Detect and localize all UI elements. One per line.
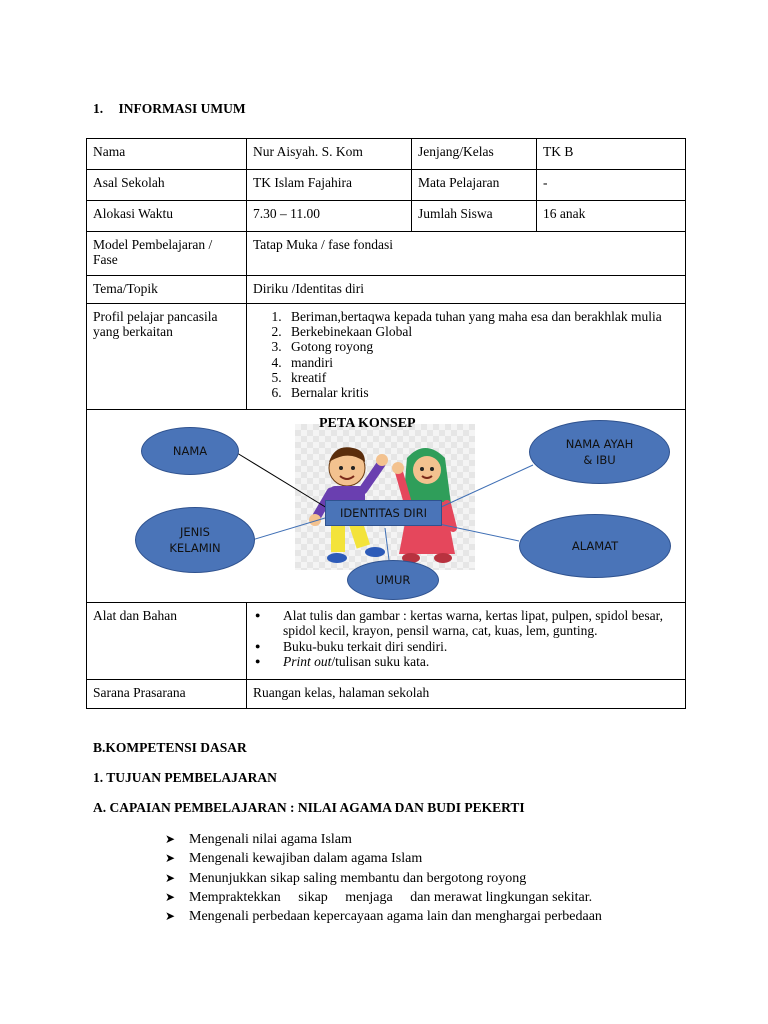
label-cell: Tema/Topik [87, 276, 247, 304]
label-cell: Mata Pelajaran [412, 170, 537, 201]
label-cell: Nama [87, 139, 247, 170]
arrow-bullet-icon: ➤ [165, 870, 176, 885]
table-row [87, 276, 686, 304]
concept-map [87, 410, 686, 603]
table-row [87, 170, 686, 201]
table-row [87, 603, 686, 680]
list-item: 3. Gotong royong [285, 339, 679, 354]
label-cell: Profil pelajar pancasila yang berkaitan [87, 304, 247, 410]
section-title-text: INFORMASI UMUM [118, 101, 246, 116]
node-nama [141, 427, 239, 475]
label-cell: Sarana Prasarana [87, 680, 247, 709]
list-item [165, 869, 685, 888]
arrow-bullet-icon: ➤ [165, 909, 176, 924]
value-cell: TK B [537, 139, 686, 170]
node-umur [347, 560, 439, 600]
section-title-informasi-umum [93, 101, 246, 117]
arrow-bullet-icon: ➤ [165, 889, 176, 904]
node-nama-label: NAMA [172, 444, 208, 458]
list-item: 1. Beriman,bertaqwa kepada tuhan yang maha esa dan berakhlak mulia [285, 309, 679, 324]
node-label-line: & IBU [583, 453, 616, 467]
value-cell: Diriku /Identitas diri [247, 276, 686, 304]
list-item: 4. mandiri [285, 355, 679, 370]
list-item: ● Alat tulis dan gambar : kertas warna, kertas lipat, pulpen, spidol besar, spidol kecil, krayon, pensil warna, cat, kuas, lem, gunting. [277, 608, 679, 639]
table-row [87, 304, 686, 410]
node-jenis-kelamin [135, 507, 255, 573]
info-table [86, 138, 686, 709]
list-item: 2. Berkebinekaan Global [285, 324, 679, 339]
alat-list [253, 608, 679, 669]
label-cell: Asal Sekolah [87, 170, 247, 201]
list-item [165, 907, 685, 926]
table-row [87, 410, 686, 603]
capaian-list [165, 830, 685, 926]
value-cell: - [537, 170, 686, 201]
table-row [87, 139, 686, 170]
node-umur-label: UMUR [375, 573, 411, 587]
value-cell: Ruangan kelas, halaman sekolah [247, 680, 686, 709]
subsection-title-capaian: A. CAPAIAN PEMBELAJARAN : NILAI AGAMA DAN BUDI PEKERTI [93, 800, 525, 815]
profil-list [253, 309, 679, 400]
list-item: 5. kreatif [285, 370, 679, 385]
node-identitas-diri [325, 500, 442, 526]
list-item [165, 888, 685, 907]
section-number: 1. [93, 101, 104, 116]
value-cell: TK Islam Fajahira [247, 170, 412, 201]
value-cell: 16 anak [537, 201, 686, 232]
list-item: 6. Bernalar kritis [285, 385, 679, 400]
table-row [87, 232, 686, 276]
node-label-line: NAMA AYAH [565, 437, 634, 451]
node-alamat [519, 514, 671, 578]
node-alamat-label: ALAMAT [571, 539, 619, 553]
subsection-title-tujuan: 1. TUJUAN PEMBELAJARAN [93, 770, 277, 785]
value-cell: Nur Aisyah. S. Kom [247, 139, 412, 170]
alat-list-cell [247, 603, 686, 680]
list-item [165, 849, 685, 868]
node-center-label: IDENTITAS DIRI [339, 505, 428, 520]
node-label-line: KELAMIN [169, 541, 221, 555]
profil-list-cell [247, 304, 686, 410]
list-item-text: Menunjukkan sikap saling membantu dan bergotong royong [189, 870, 527, 886]
table-row [87, 201, 686, 232]
label-cell: Alokasi Waktu [87, 201, 247, 232]
table-row [87, 680, 686, 709]
concept-map-title: PETA KONSEP [319, 416, 416, 431]
list-item-text: Mengenali perbedaan kepercayaan agama lain dan menghargai perbedaan [189, 909, 602, 925]
label-cell: Jumlah Siswa [412, 201, 537, 232]
list-item-text: Mengenali nilai agama Islam [189, 832, 352, 847]
arrow-bullet-icon: ➤ [165, 832, 176, 846]
italic-text: Print out [283, 653, 332, 669]
list-item [165, 830, 685, 849]
arrow-bullet-icon: ➤ [165, 851, 176, 866]
list-item-text: Mengenali kewajiban dalam agama Islam [189, 851, 423, 867]
list-item-text: Mempraktekkan sikap menjaga dan merawat lingkungan sekitar. [189, 889, 593, 905]
value-cell: 7.30 – 11.00 [247, 201, 412, 232]
label-cell: Jenjang/Kelas [412, 139, 537, 170]
list-item-text: /tulisan suku kata. [331, 653, 430, 669]
label-cell: Alat dan Bahan [87, 603, 247, 680]
list-item [277, 654, 679, 669]
list-item: ● Buku-buku terkait diri sendiri. [277, 639, 679, 654]
value-cell: Tatap Muka / fase fondasi [247, 232, 686, 276]
node-nama-ayah-ibu [529, 420, 670, 484]
label-cell: Model Pembelajaran / Fase [87, 232, 247, 276]
section-title-kompetensi-dasar: B.KOMPETENSI DASAR [93, 740, 247, 755]
node-label-line: JENIS [180, 525, 210, 539]
